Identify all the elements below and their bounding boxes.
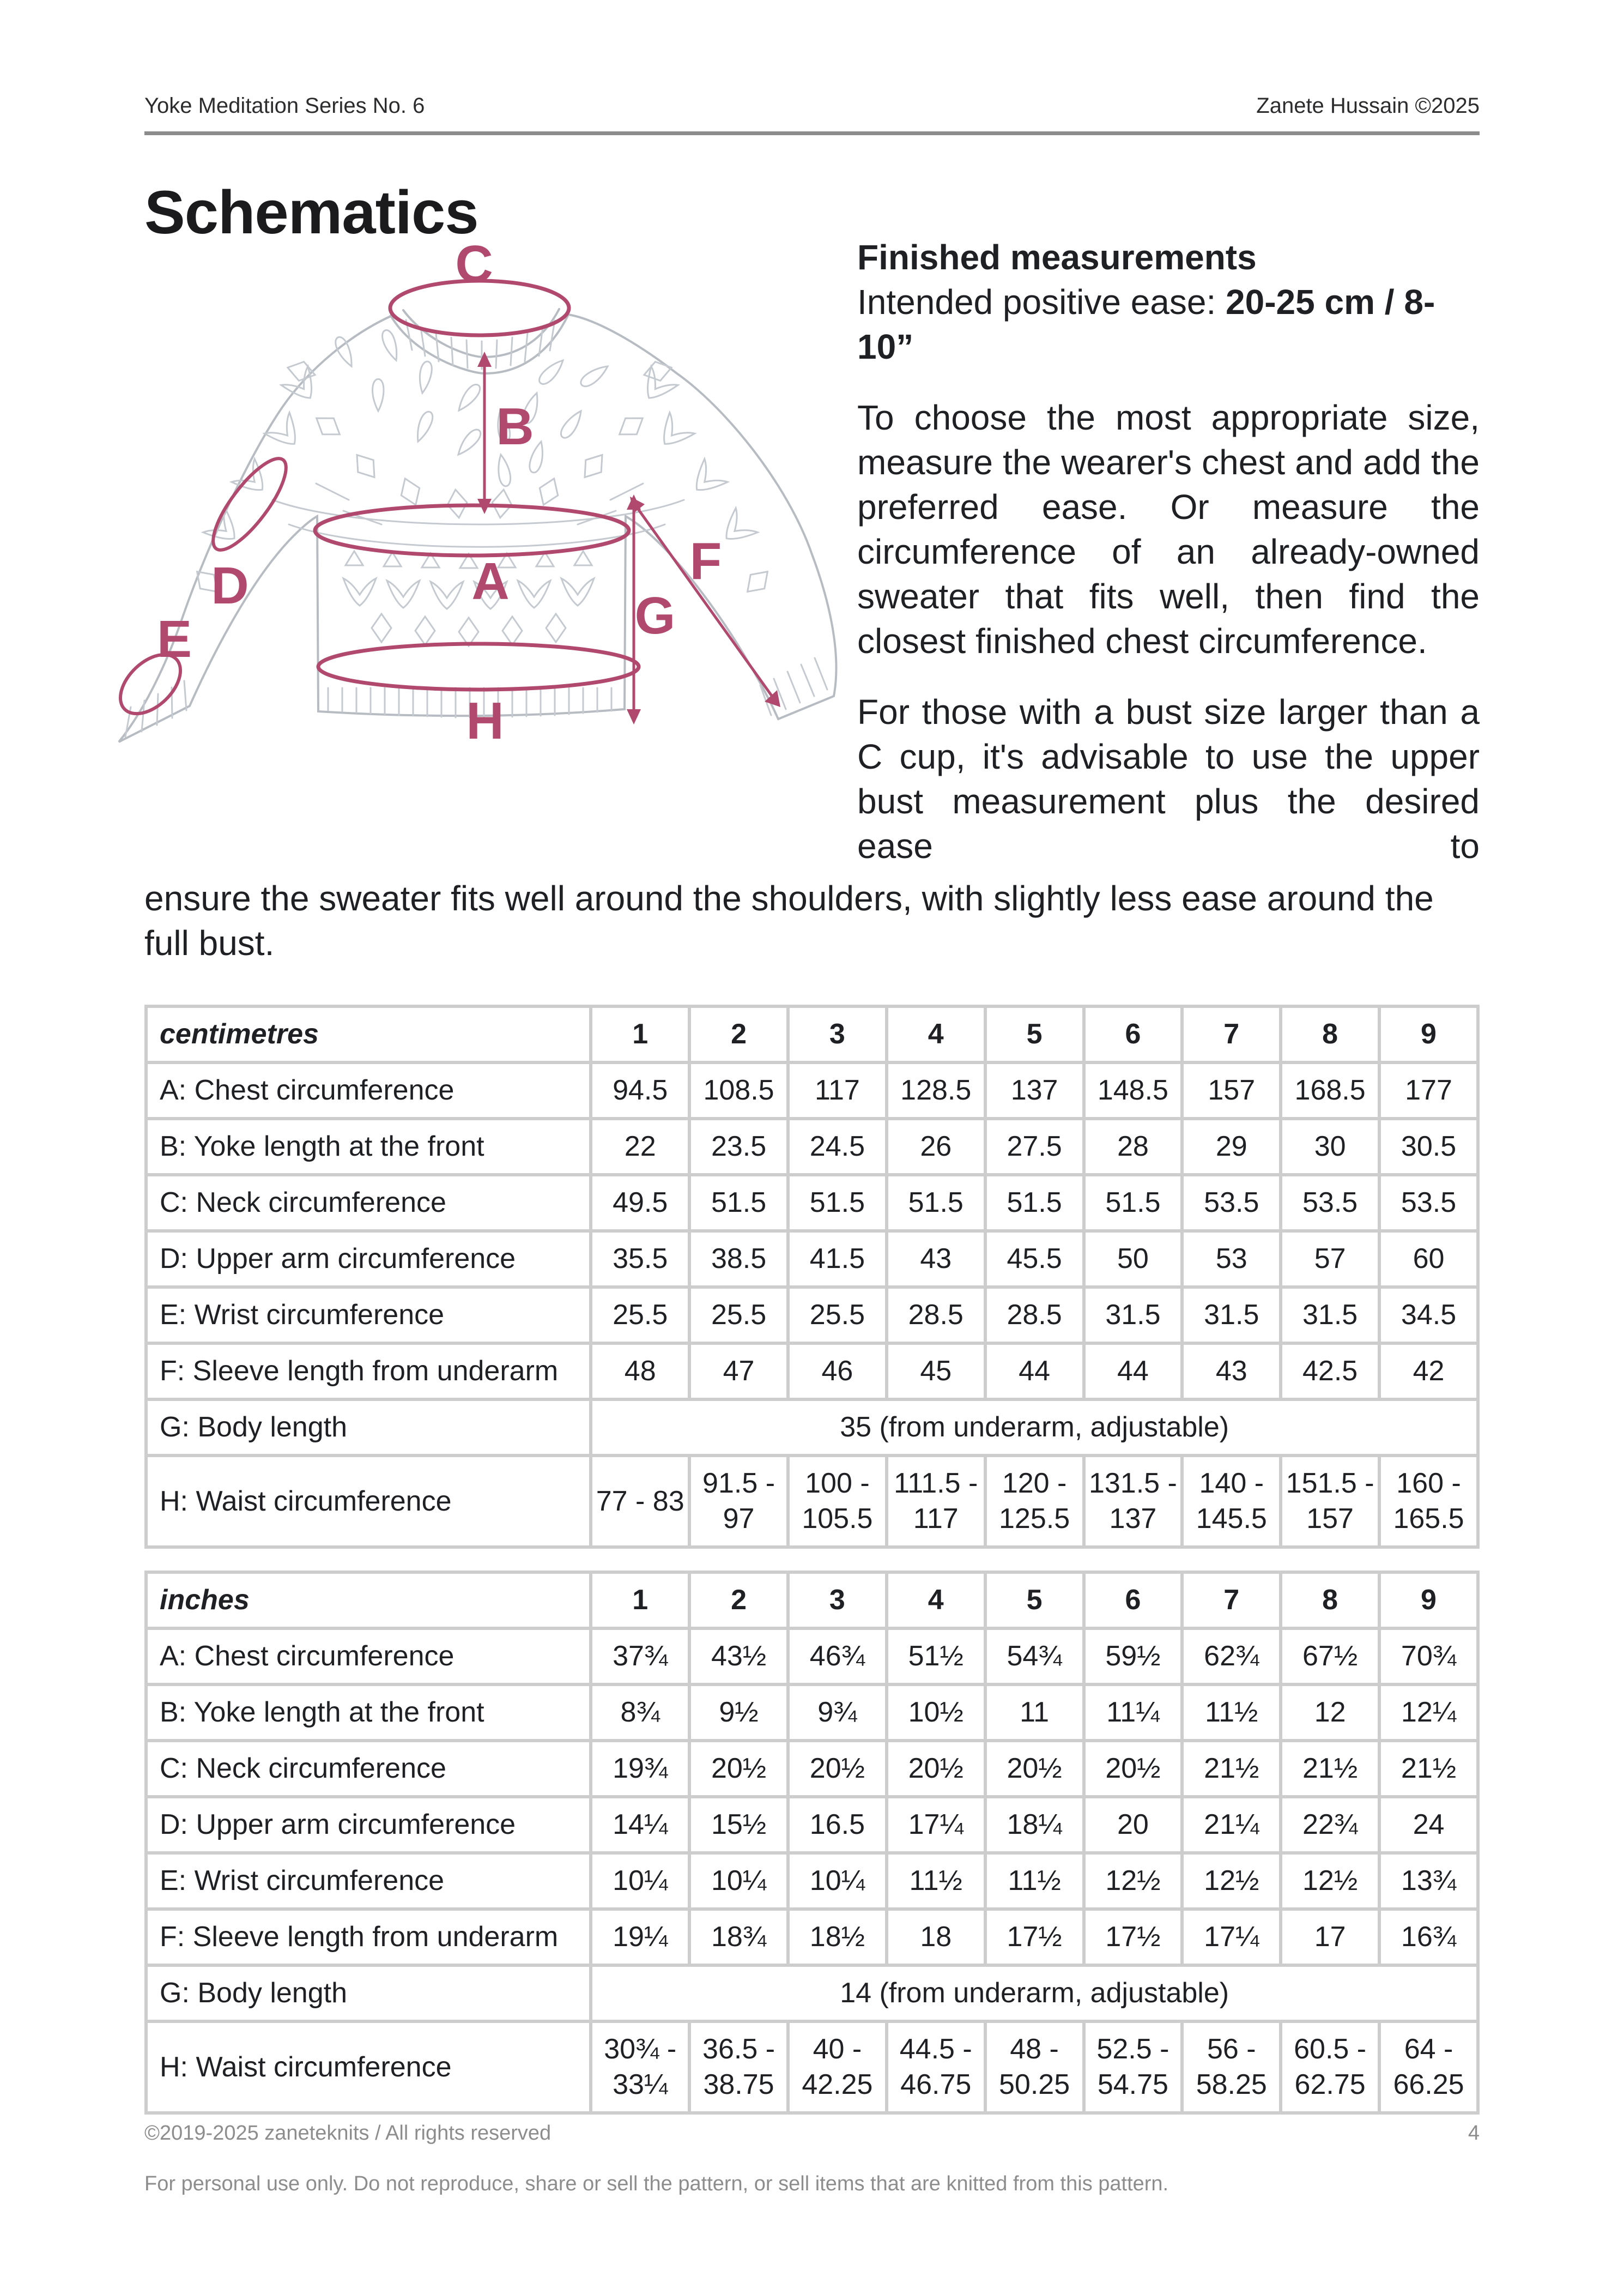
sweater-schematic-drawing [109,227,857,778]
value-cell: 25.5 [591,1287,689,1343]
merged-value-cell: 35 (from underarm, adjustable) [591,1399,1478,1455]
footer-copyright: ©2019-2025 zaneteknits / All rights reserved [144,2122,552,2145]
measurement-row [146,1965,1478,2021]
centimetres-table [144,1005,1480,1549]
value-cell: 51.5 [887,1175,985,1231]
value-cell: 43 [1182,1343,1281,1399]
measurement-label: B: Yoke length at the front [146,1684,591,1741]
value-cell: 111.5 - 117 [887,1455,985,1547]
value-cell: 56 - 58.25 [1182,2021,1281,2113]
value-cell: 20 [1084,1797,1183,1853]
value-cell: 10½ [887,1684,985,1741]
value-cell: 10¼ [591,1853,689,1909]
value-cell: 57 [1281,1231,1379,1287]
value-cell: 11½ [985,1853,1084,1909]
measurement-row [146,1287,1478,1343]
value-cell: 94.5 [591,1062,689,1119]
value-cell: 35.5 [591,1231,689,1287]
ease-label: Intended positive ease: [857,282,1226,322]
size-column-header: 2 [689,1006,788,1062]
value-cell: 49.5 [591,1175,689,1231]
measurement-row [146,1797,1478,1853]
measurement-row [146,1455,1478,1547]
value-cell: 53 [1182,1231,1281,1287]
value-cell: 16¾ [1379,1909,1478,1965]
page-number: 4 [1468,2122,1480,2145]
value-cell: 15½ [689,1797,788,1853]
measurement-row [146,1062,1478,1119]
size-column-header: 6 [1084,1572,1183,1628]
value-cell: 11¼ [1084,1684,1183,1741]
size-column-header: 7 [1182,1006,1281,1062]
header-author-copyright: Zanete Hussain ©2025 [1256,94,1480,118]
value-cell: 8¾ [591,1684,689,1741]
value-cell: 14¼ [591,1797,689,1853]
size-column-header: 5 [985,1006,1084,1062]
value-cell: 10¼ [689,1853,788,1909]
value-cell: 28.5 [985,1287,1084,1343]
measurement-label: E: Wrist circumference [146,1287,591,1343]
value-cell: 53.5 [1182,1175,1281,1231]
value-cell: 21½ [1182,1741,1281,1797]
value-cell: 18 [887,1909,985,1965]
size-column-header: 3 [788,1572,887,1628]
size-column-header: 9 [1379,1006,1478,1062]
value-cell: 51½ [887,1628,985,1684]
value-cell: 17¼ [1182,1909,1281,1965]
value-cell: 12½ [1182,1853,1281,1909]
size-column-header: 5 [985,1572,1084,1628]
value-cell: 37¾ [591,1628,689,1684]
sizing-paragraph-2: For those with a bust size larger than a C cup, it's advisable to use the upper bust measurement plus the desired ease to [857,692,1480,866]
value-cell: 11½ [887,1853,985,1909]
measurement-label: D: Upper arm circumference [146,1231,591,1287]
header-series-title: Yoke Meditation Series No. 6 [144,94,425,118]
value-cell: 42 [1379,1343,1478,1399]
waist-ellipse-annotation [318,644,639,690]
sizing-paragraph-1: To choose the most appropriate size, measure the wearer's chest and add the preferred ease. Or measure the circumference of an already-owned sweater that fits well, then find the closest finished chest circumference. [857,398,1480,661]
size-column-header: 8 [1281,1572,1379,1628]
size-column-header: 9 [1379,1572,1478,1628]
value-cell: 11 [985,1684,1084,1741]
sizing-paragraph-2-continuation: ensure the sweater fits well around the shoulders, with slightly less ease around the full bust. [144,879,1434,963]
schematic-and-intro-row [144,227,1480,868]
measurement-row [146,1853,1478,1909]
value-cell: 17½ [985,1909,1084,1965]
value-cell: 18¾ [689,1909,788,1965]
letter-chest: A [471,552,510,611]
value-cell: 45 [887,1343,985,1399]
right-cuff-ribbing [760,658,827,715]
measurement-row [146,1231,1478,1287]
value-cell: 41.5 [788,1231,887,1287]
page-title: Schematics [144,178,478,246]
measurement-row [146,2021,1478,2113]
value-cell: 12½ [1084,1853,1183,1909]
value-cell: 151.5 - 157 [1281,1455,1379,1547]
measurement-row [146,1119,1478,1175]
value-cell: 43½ [689,1628,788,1684]
value-cell: 9½ [689,1684,788,1741]
size-column-header: 3 [788,1006,887,1062]
value-cell: 20½ [1084,1741,1183,1797]
value-cell: 21¼ [1182,1797,1281,1853]
letter-yoke: B [496,397,534,456]
footer-usage-note: For personal use only. Do not reproduce, share or sell the pattern, or sell items that are knitted from this pattern. [144,2172,1169,2195]
value-cell: 64 - 66.25 [1379,2021,1478,2113]
value-cell: 12½ [1281,1853,1379,1909]
measurement-label: H: Waist circumference [146,2021,591,2113]
measurement-label: H: Waist circumference [146,1455,591,1547]
value-cell: 160 - 165.5 [1379,1455,1478,1547]
value-cell: 13¾ [1379,1853,1478,1909]
value-cell: 52.5 - 54.75 [1084,2021,1183,2113]
ease-value: 20-25 cm / 8-10” [857,282,1435,367]
value-cell: 100 - 105.5 [788,1455,887,1547]
value-cell: 17½ [1084,1909,1183,1965]
value-cell: 46 [788,1343,887,1399]
value-cell: 10¼ [788,1853,887,1909]
size-column-header: 2 [689,1572,788,1628]
measurement-label: C: Neck circumference [146,1741,591,1797]
value-cell: 40 - 42.25 [788,2021,887,2113]
measurement-label: F: Sleeve length from underarm [146,1909,591,1965]
value-cell: 19¾ [591,1741,689,1797]
letter-waist: H [466,692,504,751]
value-cell: 29 [1182,1119,1281,1175]
value-cell: 67½ [1281,1628,1379,1684]
value-cell: 131.5 - 137 [1084,1455,1183,1547]
size-column-header: 8 [1281,1006,1379,1062]
value-cell: 137 [985,1062,1084,1119]
page-footer [144,2122,1480,2196]
size-column-header: 4 [887,1572,985,1628]
value-cell: 22¾ [1281,1797,1379,1853]
value-cell: 47 [689,1343,788,1399]
measurement-label: D: Upper arm circumference [146,1797,591,1853]
measurement-annotations [110,235,780,750]
value-cell: 54¾ [985,1628,1084,1684]
value-cell: 60 [1379,1231,1478,1287]
value-cell: 31.5 [1281,1287,1379,1343]
letter-neck: C [455,235,493,294]
size-header-row [146,1572,1478,1628]
value-cell: 43 [887,1231,985,1287]
value-cell: 28.5 [887,1287,985,1343]
value-cell: 51.5 [788,1175,887,1231]
measurement-label: F: Sleeve length from underarm [146,1343,591,1399]
value-cell: 44 [1084,1343,1183,1399]
value-cell: 140 - 145.5 [1182,1455,1281,1547]
value-cell: 25.5 [689,1287,788,1343]
measurement-label: G: Body length [146,1965,591,2021]
value-cell: 177 [1379,1062,1478,1119]
letter-upper-arm: D [211,557,249,615]
value-cell: 24.5 [788,1119,887,1175]
value-cell: 20½ [788,1741,887,1797]
value-cell: 50 [1084,1231,1183,1287]
value-cell: 70¾ [1379,1628,1478,1684]
unit-label: centimetres [146,1006,591,1062]
value-cell: 44.5 - 46.75 [887,2021,985,2113]
value-cell: 157 [1182,1062,1281,1119]
value-cell: 51.5 [1084,1175,1183,1231]
value-cell: 19¼ [591,1909,689,1965]
value-cell: 59½ [1084,1628,1183,1684]
value-cell: 27.5 [985,1119,1084,1175]
value-cell: 44 [985,1343,1084,1399]
value-cell: 30.5 [1379,1119,1478,1175]
value-cell: 46¾ [788,1628,887,1684]
value-cell: 26 [887,1119,985,1175]
value-cell: 31.5 [1084,1287,1183,1343]
value-cell: 53.5 [1281,1175,1379,1231]
value-cell: 9¾ [788,1684,887,1741]
measurement-label: B: Yoke length at the front [146,1119,591,1175]
letter-sleeve: F [689,532,722,591]
value-cell: 77 - 83 [591,1455,689,1547]
value-cell: 24 [1379,1797,1478,1853]
size-column-header: 4 [887,1006,985,1062]
value-cell: 16.5 [788,1797,887,1853]
measurement-row [146,1399,1478,1455]
measurement-label: A: Chest circumference [146,1062,591,1119]
value-cell: 62¾ [1182,1628,1281,1684]
measurement-row [146,1684,1478,1741]
finished-measurements-column [857,227,1480,868]
finished-measurements-heading: Finished measurements [857,238,1257,277]
value-cell: 20½ [985,1741,1084,1797]
measurement-label: A: Chest circumference [146,1628,591,1684]
value-cell: 17¼ [887,1797,985,1853]
value-cell: 11½ [1182,1684,1281,1741]
value-cell: 23.5 [689,1119,788,1175]
value-cell: 28 [1084,1119,1183,1175]
value-cell: 31.5 [1182,1287,1281,1343]
header-rule [144,131,1480,135]
value-cell: 12 [1281,1684,1379,1741]
value-cell: 48 [591,1343,689,1399]
value-cell: 91.5 - 97 [689,1455,788,1547]
measurement-label: E: Wrist circumference [146,1853,591,1909]
measurement-row [146,1628,1478,1684]
merged-value-cell: 14 (from underarm, adjustable) [591,1965,1478,2021]
value-cell: 25.5 [788,1287,887,1343]
measurement-row [146,1741,1478,1797]
value-cell: 21½ [1281,1741,1379,1797]
measurement-label: G: Body length [146,1399,591,1455]
value-cell: 38.5 [689,1231,788,1287]
unit-label: inches [146,1572,591,1628]
value-cell: 148.5 [1084,1062,1183,1119]
value-cell: 53.5 [1379,1175,1478,1231]
measurement-row [146,1175,1478,1231]
letter-wrist: E [156,610,192,669]
size-column-header: 1 [591,1572,689,1628]
value-cell: 168.5 [1281,1062,1379,1119]
value-cell: 42.5 [1281,1343,1379,1399]
value-cell: 34.5 [1379,1287,1478,1343]
value-cell: 20½ [887,1741,985,1797]
value-cell: 22 [591,1119,689,1175]
ease-line [857,280,1480,369]
value-cell: 45.5 [985,1231,1084,1287]
running-header [144,0,1480,118]
value-cell: 20½ [689,1741,788,1797]
measurement-label: C: Neck circumference [146,1175,591,1231]
value-cell: 51.5 [689,1175,788,1231]
value-cell: 36.5 - 38.75 [689,2021,788,2113]
value-cell: 48 - 50.25 [985,2021,1084,2113]
value-cell: 51.5 [985,1175,1084,1231]
size-column-header: 1 [591,1006,689,1062]
value-cell: 18¼ [985,1797,1084,1853]
value-cell: 117 [788,1062,887,1119]
value-cell: 17 [1281,1909,1379,1965]
value-cell: 30¾ - 33¼ [591,2021,689,2113]
chest-ellipse-annotation [315,505,629,555]
value-cell: 12¼ [1379,1684,1478,1741]
value-cell: 21½ [1379,1741,1478,1797]
size-column-header: 7 [1182,1572,1281,1628]
value-cell: 18½ [788,1909,887,1965]
measurement-row [146,1909,1478,1965]
value-cell: 30 [1281,1119,1379,1175]
inches-table [144,1571,1480,2115]
size-column-header: 6 [1084,1006,1183,1062]
letter-body-length: G [634,587,676,645]
size-header-row [146,1006,1478,1062]
value-cell: 120 - 125.5 [985,1455,1084,1547]
value-cell: 128.5 [887,1062,985,1119]
value-cell: 108.5 [689,1062,788,1119]
sweater-schematic [109,227,857,778]
measurement-row [146,1343,1478,1399]
value-cell: 60.5 - 62.75 [1281,2021,1379,2113]
